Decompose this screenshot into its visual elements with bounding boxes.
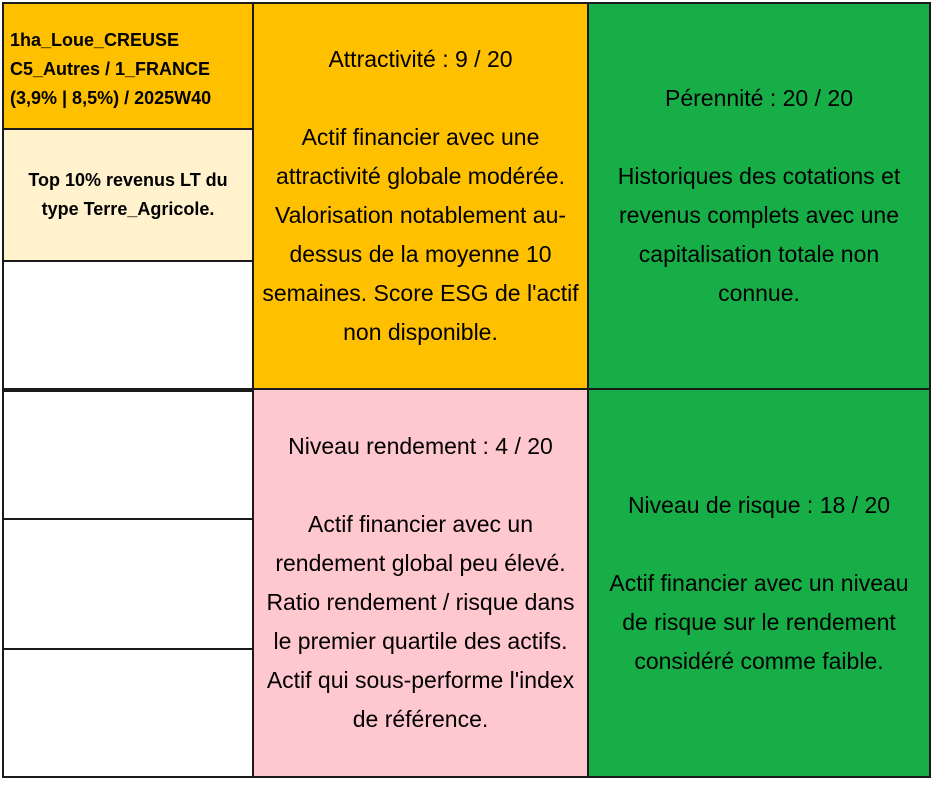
- top-note: Top 10% revenus LT du type Terre_Agricole.: [28, 170, 228, 219]
- attractivite-box: [252, 2, 589, 390]
- top-note-cell: [2, 128, 254, 262]
- risque-title: Niveau de risque : 18 / 20: [627, 491, 891, 518]
- asset-id-cell: [2, 2, 254, 130]
- attractivite-description: Actif financier avec une attractivité globale modérée. Valorisation notablement au-dessus de la moyenne 10 semaines. Score ESG de l'actif non disponible.: [262, 124, 579, 345]
- asset-category: C5_Autres / 1_FRANCE: [10, 59, 211, 79]
- asset-name: 1ha_Loue_CREUSE: [10, 30, 180, 50]
- blank-cell: [2, 518, 254, 650]
- perennite-description: Historiques des cotations et revenus complets avec une capitalisation totale non connue.: [617, 163, 901, 306]
- rendement-box: [252, 388, 589, 778]
- blank-cell: [2, 390, 254, 520]
- blank-cell: [2, 260, 254, 390]
- risque-description: Actif financier avec un niveau de risque sur le rendement considéré comme faible.: [609, 569, 909, 674]
- rendement-title: Niveau rendement : 4 / 20: [288, 433, 553, 459]
- asset-period: (3,9% | 8,5%) / 2025W40: [10, 88, 212, 108]
- attractivite-title: Attractivité : 9 / 20: [328, 46, 513, 72]
- perennite-title: Pérennité : 20 / 20: [665, 85, 853, 111]
- perennite-box: [587, 2, 931, 390]
- rendement-description: Actif financier avec un rendement global peu élevé. Ratio rendement / risque dans le premier quartile des actifs. Actif qui sous-performe l'index de référence.: [266, 511, 575, 732]
- blank-cell: [2, 648, 254, 778]
- risque-box: [587, 388, 931, 778]
